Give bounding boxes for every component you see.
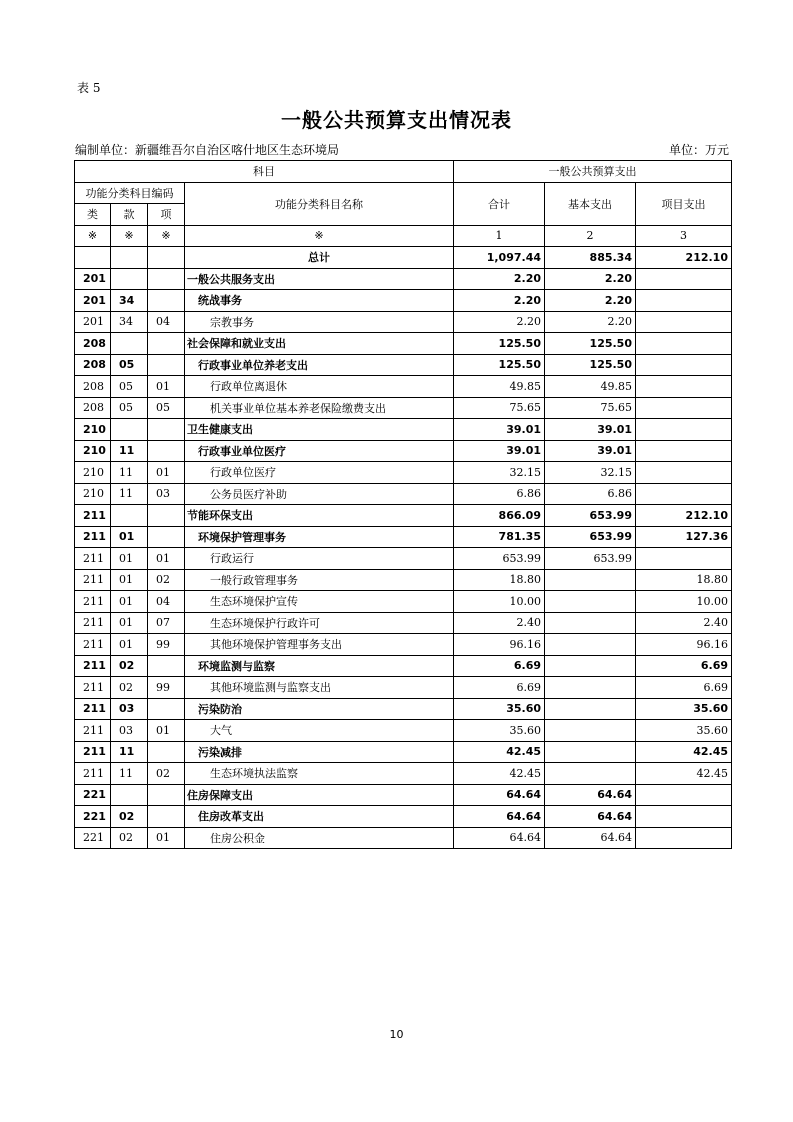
code-xiang: 04 <box>148 591 185 613</box>
amount-total: 6.86 <box>454 483 545 505</box>
func-code-header: 功能分类科目编码 <box>75 182 185 204</box>
amount-basic: 2.20 <box>545 268 636 290</box>
currency-unit: 单位：万元 <box>668 143 729 157</box>
project-header: 项目支出 <box>636 182 732 225</box>
amount-total: 35.60 <box>454 720 545 742</box>
budget-table <box>74 160 732 849</box>
total-row <box>75 247 732 269</box>
table-row <box>75 720 732 742</box>
amount-project <box>636 333 732 355</box>
amount-project <box>636 397 732 419</box>
code-lei: 208 <box>75 354 111 376</box>
table-row <box>75 311 732 333</box>
code-xiang <box>148 806 185 828</box>
code-xiang: 01 <box>148 376 185 398</box>
kuan-header: 款 <box>111 204 148 226</box>
amount-total: 6.69 <box>454 655 545 677</box>
amount-basic <box>545 741 636 763</box>
amount-total: 653.99 <box>454 548 545 570</box>
item-name: 公务员医疗补助 <box>185 483 454 505</box>
amount-total: 32.15 <box>454 462 545 484</box>
code-lei: 210 <box>75 419 111 441</box>
code-kuan: 03 <box>111 698 148 720</box>
mark-cell: ※ <box>185 225 454 247</box>
item-name: 住房改革支出 <box>185 806 454 828</box>
amount-total: 125.50 <box>454 333 545 355</box>
amount-project <box>636 806 732 828</box>
amount-total: 2.20 <box>454 268 545 290</box>
amount-project: 42.45 <box>636 741 732 763</box>
amount-basic: 125.50 <box>545 354 636 376</box>
code-xiang: 02 <box>148 763 185 785</box>
amount-project <box>636 311 732 333</box>
total-label: 总计 <box>185 247 454 269</box>
code-kuan <box>111 419 148 441</box>
mark-cell: ※ <box>75 225 111 247</box>
item-name: 行政事业单位养老支出 <box>185 354 454 376</box>
table-row <box>75 419 732 441</box>
amount-total: 75.65 <box>454 397 545 419</box>
amount-total: 42.45 <box>454 763 545 785</box>
amount-total: 125.50 <box>454 354 545 376</box>
code-kuan: 11 <box>111 483 148 505</box>
code-lei: 208 <box>75 397 111 419</box>
amount-project: 35.60 <box>636 720 732 742</box>
code-lei: 208 <box>75 333 111 355</box>
amount-project: 127.36 <box>636 526 732 548</box>
amount-total: 2.40 <box>454 612 545 634</box>
code-xiang <box>148 655 185 677</box>
total-amount: 1,097.44 <box>454 247 545 269</box>
item-name: 生态环境保护行政许可 <box>185 612 454 634</box>
code-lei: 211 <box>75 698 111 720</box>
page-number: 10 <box>389 1028 404 1041</box>
code-kuan: 02 <box>111 677 148 699</box>
amount-basic: 39.01 <box>545 419 636 441</box>
code-kuan: 05 <box>111 376 148 398</box>
table-row <box>75 612 732 634</box>
table-row <box>75 784 732 806</box>
code-lei: 211 <box>75 741 111 763</box>
table-row <box>75 440 732 462</box>
code-kuan: 34 <box>111 290 148 312</box>
code-xiang <box>148 784 185 806</box>
item-name: 环境保护管理事务 <box>185 526 454 548</box>
code-xiang: 01 <box>148 548 185 570</box>
code-xiang <box>148 290 185 312</box>
code-kuan: 11 <box>111 440 148 462</box>
item-name: 统战事务 <box>185 290 454 312</box>
code-xiang: 01 <box>148 720 185 742</box>
code-xiang: 05 <box>148 397 185 419</box>
amount-basic <box>545 720 636 742</box>
code-lei: 211 <box>75 655 111 677</box>
amount-project <box>636 827 732 849</box>
col-index-1: 1 <box>454 225 545 247</box>
table-row <box>75 634 732 656</box>
code-kuan: 34 <box>111 311 148 333</box>
code-lei: 210 <box>75 440 111 462</box>
amount-project: 18.80 <box>636 569 732 591</box>
amount-basic <box>545 634 636 656</box>
item-name: 行政单位医疗 <box>185 462 454 484</box>
item-name: 社会保障和就业支出 <box>185 333 454 355</box>
item-name: 污染防治 <box>185 698 454 720</box>
code-lei: 221 <box>75 827 111 849</box>
func-name-header: 功能分类科目名称 <box>185 182 454 225</box>
table-row <box>75 462 732 484</box>
code-lei: 211 <box>75 763 111 785</box>
code-kuan: 01 <box>111 591 148 613</box>
header-row-4 <box>75 225 732 247</box>
item-name: 污染减排 <box>185 741 454 763</box>
amount-basic: 6.86 <box>545 483 636 505</box>
item-name: 环境监测与监察 <box>185 655 454 677</box>
item-name: 行政单位离退休 <box>185 376 454 398</box>
amount-project <box>636 376 732 398</box>
code-kuan: 11 <box>111 763 148 785</box>
amount-basic: 75.65 <box>545 397 636 419</box>
header-row-1 <box>75 161 732 183</box>
code-lei: 201 <box>75 311 111 333</box>
item-name: 行政运行 <box>185 548 454 570</box>
amount-basic <box>545 677 636 699</box>
code-xiang: 02 <box>148 569 185 591</box>
table-row <box>75 698 732 720</box>
code-xiang <box>148 440 185 462</box>
amount-project <box>636 354 732 376</box>
code-lei: 201 <box>75 268 111 290</box>
amount-total: 2.20 <box>454 290 545 312</box>
table-row <box>75 548 732 570</box>
amount-project <box>636 290 732 312</box>
amount-project <box>636 483 732 505</box>
table-row <box>75 397 732 419</box>
amount-total: 781.35 <box>454 526 545 548</box>
amount-basic <box>545 591 636 613</box>
item-name: 生态环境执法监察 <box>185 763 454 785</box>
amount-total: 39.01 <box>454 419 545 441</box>
code-lei: 221 <box>75 806 111 828</box>
code-kuan: 02 <box>111 655 148 677</box>
amount-total: 96.16 <box>454 634 545 656</box>
amount-total: 49.85 <box>454 376 545 398</box>
code-lei: 211 <box>75 591 111 613</box>
code-lei: 211 <box>75 720 111 742</box>
item-name: 节能环保支出 <box>185 505 454 527</box>
amount-total: 10.00 <box>454 591 545 613</box>
amount-project: 6.69 <box>636 655 732 677</box>
amount-project: 6.69 <box>636 677 732 699</box>
code-xiang: 01 <box>148 827 185 849</box>
amount-total: 2.20 <box>454 311 545 333</box>
amount-project: 35.60 <box>636 698 732 720</box>
table-row <box>75 655 732 677</box>
table-row <box>75 333 732 355</box>
table-row <box>75 741 732 763</box>
amount-basic: 64.64 <box>545 784 636 806</box>
amount-basic: 653.99 <box>545 505 636 527</box>
amount-basic <box>545 612 636 634</box>
amount-total: 6.69 <box>454 677 545 699</box>
code-kuan <box>111 505 148 527</box>
code-xiang: 03 <box>148 483 185 505</box>
table-row <box>75 526 732 548</box>
amount-basic: 2.20 <box>545 290 636 312</box>
amount-basic <box>545 569 636 591</box>
amount-project <box>636 548 732 570</box>
code-lei: 210 <box>75 483 111 505</box>
code-lei: 211 <box>75 677 111 699</box>
item-name: 其他环境保护管理事务支出 <box>185 634 454 656</box>
xiang-header: 项 <box>148 204 185 226</box>
amount-project <box>636 268 732 290</box>
table-row <box>75 290 732 312</box>
table-row <box>75 569 732 591</box>
page-title: 一般公共预算支出情况表 <box>281 108 512 132</box>
code-lei: 210 <box>75 462 111 484</box>
code-lei: 211 <box>75 505 111 527</box>
amount-basic: 49.85 <box>545 376 636 398</box>
code-lei: 211 <box>75 526 111 548</box>
amount-project <box>636 440 732 462</box>
item-name: 机关事业单位基本养老保险缴费支出 <box>185 397 454 419</box>
amount-basic <box>545 655 636 677</box>
code-kuan <box>111 784 148 806</box>
mark-cell: ※ <box>111 225 148 247</box>
amount-basic: 653.99 <box>545 526 636 548</box>
amount-basic: 32.15 <box>545 462 636 484</box>
amount-project <box>636 784 732 806</box>
table-row <box>75 827 732 849</box>
code-xiang: 07 <box>148 612 185 634</box>
table-row <box>75 763 732 785</box>
amount-project: 212.10 <box>636 505 732 527</box>
code-xiang <box>148 741 185 763</box>
code-kuan: 05 <box>111 397 148 419</box>
code-lei: 208 <box>75 376 111 398</box>
amount-basic: 64.64 <box>545 806 636 828</box>
code-xiang <box>148 354 185 376</box>
amount-basic <box>545 763 636 785</box>
code-lei: 211 <box>75 569 111 591</box>
table-row <box>75 354 732 376</box>
item-name: 生态环境保护宣传 <box>185 591 454 613</box>
amount-project <box>636 462 732 484</box>
item-name: 住房保障支出 <box>185 784 454 806</box>
code-xiang <box>148 419 185 441</box>
total-header: 合计 <box>454 182 545 225</box>
table-tag: 表 5 <box>77 81 101 95</box>
amount-project <box>636 419 732 441</box>
amount-total: 866.09 <box>454 505 545 527</box>
basic-header: 基本支出 <box>545 182 636 225</box>
amount-basic <box>545 698 636 720</box>
code-kuan: 02 <box>111 806 148 828</box>
budget-header: 一般公共预算支出 <box>454 161 732 183</box>
amount-total: 18.80 <box>454 569 545 591</box>
amount-project: 2.40 <box>636 612 732 634</box>
code-lei: 211 <box>75 612 111 634</box>
amount-total: 42.45 <box>454 741 545 763</box>
table-row <box>75 677 732 699</box>
amount-project: 96.16 <box>636 634 732 656</box>
code-lei: 211 <box>75 634 111 656</box>
code-kuan: 02 <box>111 827 148 849</box>
item-name: 其他环境监测与监察支出 <box>185 677 454 699</box>
code-xiang <box>148 526 185 548</box>
code-xiang: 99 <box>148 634 185 656</box>
code-kuan: 11 <box>111 462 148 484</box>
item-name: 行政事业单位医疗 <box>185 440 454 462</box>
amount-basic: 39.01 <box>545 440 636 462</box>
lei-header: 类 <box>75 204 111 226</box>
item-name: 住房公积金 <box>185 827 454 849</box>
amount-project: 42.45 <box>636 763 732 785</box>
code-lei: 221 <box>75 784 111 806</box>
table-row <box>75 505 732 527</box>
total-basic: 885.34 <box>545 247 636 269</box>
code-kuan: 11 <box>111 741 148 763</box>
table-row <box>75 591 732 613</box>
table-row <box>75 376 732 398</box>
code-lei: 211 <box>75 548 111 570</box>
item-name: 一般行政管理事务 <box>185 569 454 591</box>
item-name: 一般公共服务支出 <box>185 268 454 290</box>
table-row <box>75 268 732 290</box>
item-name: 宗教事务 <box>185 311 454 333</box>
compiling-unit: 编制单位：新疆维吾尔自治区喀什地区生态环境局 <box>75 143 340 157</box>
amount-total: 64.64 <box>454 806 545 828</box>
item-name: 大气 <box>185 720 454 742</box>
amount-total: 35.60 <box>454 698 545 720</box>
header-row-2 <box>75 182 732 204</box>
code-kuan: 01 <box>111 612 148 634</box>
code-xiang <box>148 268 185 290</box>
amount-project: 10.00 <box>636 591 732 613</box>
table-row <box>75 483 732 505</box>
code-xiang <box>148 698 185 720</box>
code-xiang <box>148 505 185 527</box>
amount-basic: 64.64 <box>545 827 636 849</box>
code-xiang <box>148 333 185 355</box>
code-kuan: 01 <box>111 634 148 656</box>
amount-basic: 653.99 <box>545 548 636 570</box>
code-lei: 201 <box>75 290 111 312</box>
amount-basic: 2.20 <box>545 311 636 333</box>
code-kuan: 01 <box>111 548 148 570</box>
amount-total: 39.01 <box>454 440 545 462</box>
code-kuan: 03 <box>111 720 148 742</box>
amount-total: 64.64 <box>454 784 545 806</box>
code-kuan <box>111 333 148 355</box>
code-kuan: 01 <box>111 526 148 548</box>
item-name: 卫生健康支出 <box>185 419 454 441</box>
code-xiang: 01 <box>148 462 185 484</box>
amount-basic: 125.50 <box>545 333 636 355</box>
col-index-3: 3 <box>636 225 732 247</box>
amount-total: 64.64 <box>454 827 545 849</box>
total-project: 212.10 <box>636 247 732 269</box>
subject-header: 科目 <box>75 161 454 183</box>
code-kuan: 01 <box>111 569 148 591</box>
mark-cell: ※ <box>148 225 185 247</box>
code-xiang: 04 <box>148 311 185 333</box>
code-kuan <box>111 268 148 290</box>
table-row <box>75 806 732 828</box>
code-kuan: 05 <box>111 354 148 376</box>
code-xiang: 99 <box>148 677 185 699</box>
col-index-2: 2 <box>545 225 636 247</box>
